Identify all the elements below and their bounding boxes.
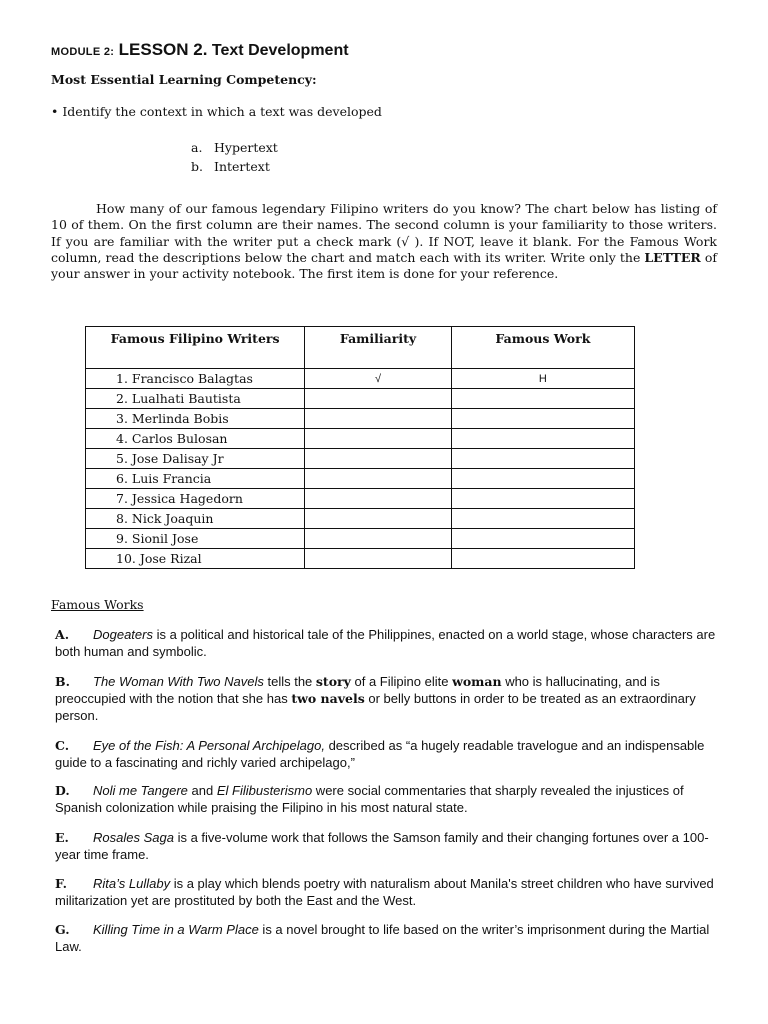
work-description: tells the <box>263 674 316 689</box>
work-item-b <box>55 673 725 724</box>
work-item-c <box>55 737 725 771</box>
work-description: of a Filipino elite <box>350 674 453 689</box>
competency-heading: Most Essential Learning Competency: <box>51 72 317 87</box>
table-row <box>86 389 635 409</box>
work-title: El Filibusterismo <box>216 783 313 798</box>
work-cell <box>451 469 634 489</box>
page-title <box>51 40 349 60</box>
table-header-row <box>86 327 635 369</box>
familiarity-cell <box>305 409 452 429</box>
work-title: Killing Time in a Warm Place <box>93 922 259 937</box>
option-letter: b. <box>191 159 203 174</box>
module-label: MODULE 2: <box>51 46 115 58</box>
famous-works-heading: Famous Works <box>51 597 144 612</box>
writer-cell: 9. Sionil Jose <box>86 529 305 549</box>
writer-cell: 7. Jessica Hagedorn <box>86 489 305 509</box>
writer-cell: 3. Merlinda Bobis <box>86 409 305 429</box>
familiarity-cell <box>305 529 452 549</box>
work-item-d <box>55 782 725 816</box>
lesson-title: Text Development <box>211 42 349 59</box>
work-description: or belly buttons in order to be treated as an extraordinary person. <box>55 691 696 723</box>
work-cell <box>451 429 634 449</box>
work-description: described as “a hugely readable travelogue and an indispensable guide to a fascinating and richly varied archipelago,” <box>55 738 705 770</box>
work-item-g <box>55 921 725 955</box>
option-text: Intertext <box>214 159 270 174</box>
work-bold: two navels <box>291 691 365 706</box>
work-cell <box>451 409 634 429</box>
work-description: is a five-volume work that follows the Samson family and their changing fortunes over a 100-year time frame. <box>55 830 709 862</box>
work-description: is a political and historical tale of the Philippines, enacted on a world stage, whose characters are both human and symbolic. <box>55 627 716 659</box>
work-letter: G. <box>55 922 70 937</box>
work-cell <box>451 489 634 509</box>
competency-bullet: • Identify the context in which a text was developed <box>51 104 382 119</box>
work-description: is a novel brought to life based on the writer’s imprisonment during the Martial Law. <box>55 922 710 954</box>
work-letter: A. <box>55 627 70 642</box>
familiarity-cell <box>305 449 452 469</box>
writer-cell: 1. Francisco Balagtas <box>86 369 305 389</box>
work-letter: E. <box>55 830 69 845</box>
work-letter: D. <box>55 783 70 798</box>
work-letter: F. <box>55 876 67 891</box>
writer-cell: 8. Nick Joaquin <box>86 509 305 529</box>
writer-cell: 2. Lualhati Bautista <box>86 389 305 409</box>
work-description: is a play which blends poetry with naturalism about Manila's street children who have survived militarization yet are prostituted by both the East and the West. <box>55 876 714 908</box>
table-row <box>86 449 635 469</box>
work-cell <box>451 449 634 469</box>
intro-bold: LETTER <box>644 249 701 265</box>
intro-text: How many of our famous legendary Filipino writers do you know? The chart below has listing of 10 of them. On the first column are their names. The second column is your familiarity to those writers. If you are familiar with the writer put a check mark (√ ). If NOT, leave it blank. For the Famous Work column, read the descriptions below the chart and match each with its writer. Write only the <box>51 201 717 265</box>
option-letter: a. <box>191 140 203 155</box>
work-cell <box>451 529 634 549</box>
work-letter: C. <box>55 738 70 753</box>
table-row <box>86 429 635 449</box>
work-title: Noli me Tangere <box>93 783 188 798</box>
table-row <box>86 529 635 549</box>
column-header: Famous Filipino Writers <box>86 327 305 369</box>
work-connector: and <box>187 783 217 798</box>
intro-text-end: of your answer in your activity notebook. The first item is done for your reference. <box>51 249 717 282</box>
intro-paragraph <box>51 201 717 282</box>
familiarity-cell <box>305 429 452 449</box>
table-row <box>86 469 635 489</box>
work-description: who is hallucinating, and is preoccupied with the notion that she has <box>55 674 660 706</box>
work-title: Eye of the Fish: A Personal Archipelago, <box>93 738 325 753</box>
familiarity-cell <box>305 389 452 409</box>
writer-cell: 6. Luis Francia <box>86 469 305 489</box>
option-item <box>191 159 270 174</box>
writer-cell: 10. Jose Rizal <box>86 549 305 569</box>
table-row <box>86 409 635 429</box>
familiarity-cell <box>305 549 452 569</box>
option-text: Hypertext <box>214 140 278 155</box>
work-item-a <box>55 626 725 660</box>
writers-table <box>85 326 635 569</box>
familiarity-cell: √ <box>305 369 452 389</box>
writer-cell: 4. Carlos Bulosan <box>86 429 305 449</box>
column-header: Famous Work <box>451 327 634 369</box>
writer-cell: 5. Jose Dalisay Jr <box>86 449 305 469</box>
work-bold: woman <box>452 674 502 689</box>
work-item-e <box>55 829 725 863</box>
table-row <box>86 549 635 569</box>
work-bold: story <box>315 674 351 689</box>
option-item <box>191 140 278 155</box>
work-description: were social commentaries that sharply revealed the injustices of Spanish colonization while praising the Filipino in his most natural state. <box>55 783 684 815</box>
work-cell <box>451 549 634 569</box>
work-item-f <box>55 875 725 909</box>
table-row <box>86 369 635 389</box>
table-row <box>86 509 635 529</box>
table-row <box>86 489 635 509</box>
work-title: Rita’s Lullaby <box>93 876 171 891</box>
familiarity-cell <box>305 469 452 489</box>
work-cell <box>451 389 634 409</box>
familiarity-cell <box>305 509 452 529</box>
work-title: Rosales Saga <box>93 830 174 845</box>
column-header: Familiarity <box>305 327 452 369</box>
lesson-label: LESSON 2. <box>118 40 208 59</box>
work-title: Dogeaters <box>93 627 153 642</box>
familiarity-cell <box>305 489 452 509</box>
work-title: The Woman With Two Navels <box>93 674 264 689</box>
work-letter: B. <box>55 674 70 689</box>
work-cell <box>451 509 634 529</box>
work-cell: H <box>451 369 634 389</box>
